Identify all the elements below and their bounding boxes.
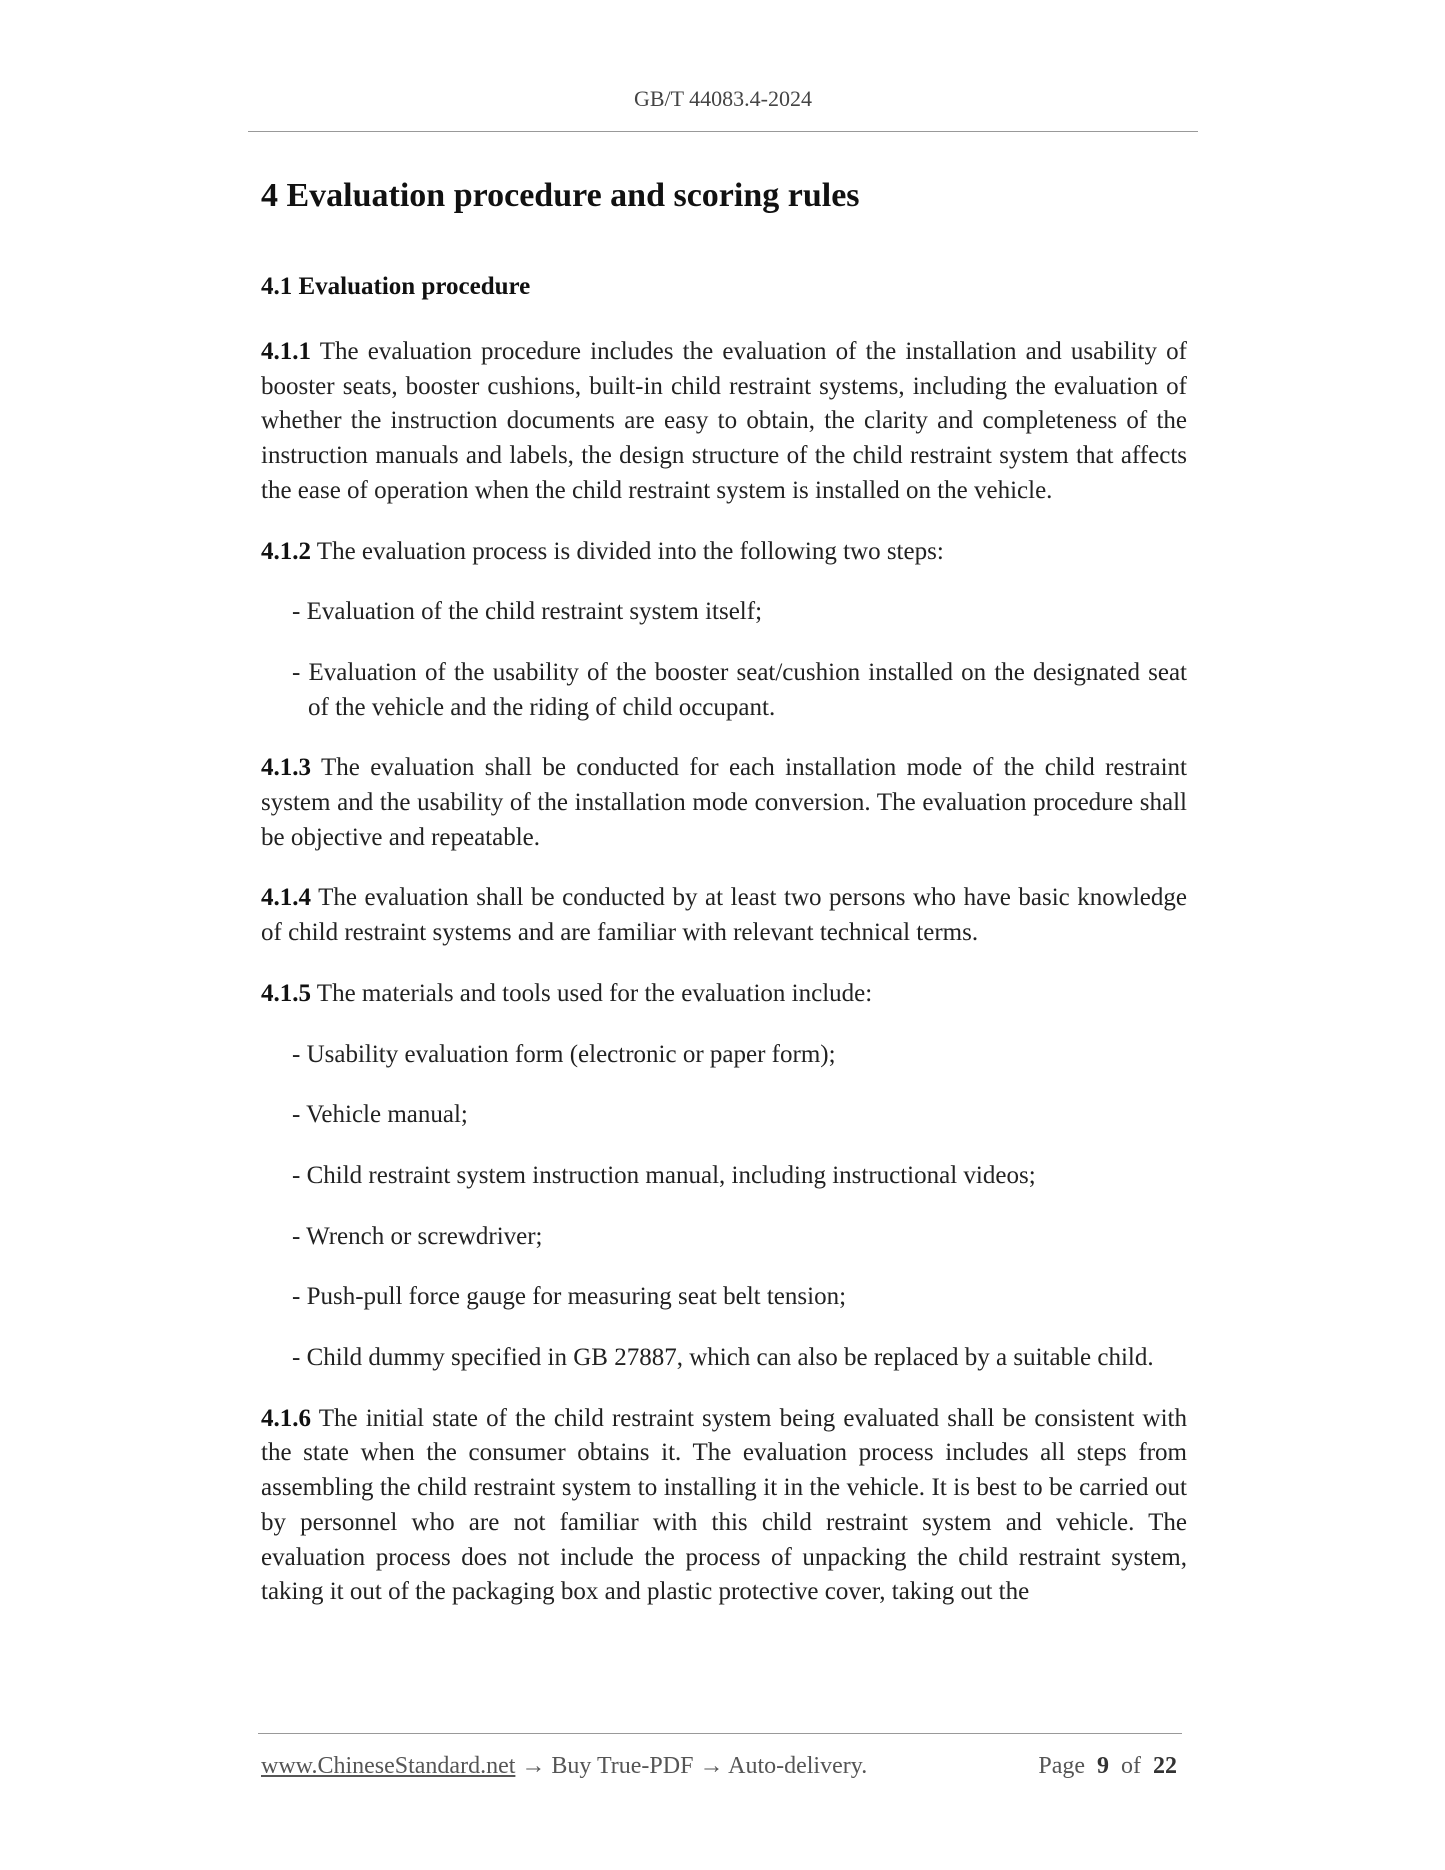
footer-promo xyxy=(261,1753,867,1780)
footer-divider xyxy=(258,1733,1182,1734)
list-item: - Usability evaluation form (electronic or paper form); xyxy=(292,1040,836,1068)
clause-number: 4.1.6 xyxy=(261,1404,311,1432)
clause-number: 4.1.5 xyxy=(261,979,311,1007)
section-title: 4 Evaluation procedure and scoring rules xyxy=(261,177,860,214)
clause-4-1-1 xyxy=(261,335,1187,509)
page-footer xyxy=(261,1753,1181,1787)
clause-4-1-2 xyxy=(261,535,1187,570)
website-link[interactable]: www.ChineseStandard.net xyxy=(261,1753,516,1779)
list-item: - Child restraint system instruction manual, including instructional videos; xyxy=(292,1161,1036,1189)
subsection-title: 4.1 Evaluation procedure xyxy=(261,273,531,300)
page-body xyxy=(261,176,1187,1636)
current-page: 9 xyxy=(1097,1753,1109,1779)
list-item: - Child dummy specified in GB 27887, which can also be replaced by a suitable child. xyxy=(292,1344,1154,1372)
page-number xyxy=(1038,1753,1177,1780)
total-pages: 22 xyxy=(1153,1753,1177,1779)
clause-text: The evaluation process is divided into the following two steps: xyxy=(311,537,944,565)
clause-number: 4.1.2 xyxy=(261,537,311,565)
clause-4-1-6 xyxy=(261,1402,1187,1610)
clause-text: The evaluation procedure includes the evaluation of the installation and usability of booster seats, booster cushions, built-in child restraint systems, including the evaluation of whether the instruction documents are easy to obtain, the clarity and completeness of the instruction manuals and labels, the design structure of the child restraint system that affects the ease of operation when the child restraint system is installed on the vehicle. xyxy=(261,338,1187,504)
clause-4-1-4 xyxy=(261,881,1187,950)
clause-number: 4.1.1 xyxy=(261,338,311,365)
page-label: Page xyxy=(1038,1753,1085,1779)
clause-text: The evaluation shall be conducted by at least two persons who have basic knowledge of child restraint systems and are familiar with relevant technical terms. xyxy=(261,884,1187,947)
clause-number: 4.1.3 xyxy=(261,754,311,782)
materials-tools-list xyxy=(261,1038,1187,1376)
header-divider xyxy=(248,131,1198,132)
list-item: - Vehicle manual; xyxy=(292,1101,468,1129)
list-item: - Wrench or screwdriver; xyxy=(292,1222,543,1250)
clause-4-1-3 xyxy=(261,751,1187,855)
clause-text: The initial state of the child restraint system being evaluated shall be consistent with the state when the consumer obtains it. The evaluation process includes all steps from assembling the child restraint system to installing it in the vehicle. It is best to be carried out by personnel who are not familiar with this child restraint system and vehicle. The evaluation process does not include the process of unpacking the child restraint system, taking it out of the packaging box and plastic protective cover, taking out the xyxy=(261,1404,1187,1606)
document-code-header: GB/T 44083.4-2024 xyxy=(633,86,813,111)
list-item: - Evaluation of the child restraint system itself; xyxy=(292,598,763,626)
list-item: - Evaluation of the usability of the booster seat/cushion installed on the designated seat of the vehicle and the riding of child occupant. xyxy=(292,658,1187,721)
clause-4-1-5 xyxy=(261,977,1187,1012)
clause-number: 4.1.4 xyxy=(261,884,311,912)
footer-promo-text: → Buy True-PDF → Auto-delivery. xyxy=(515,1753,868,1779)
clause-text: The materials and tools used for the evaluation include: xyxy=(311,979,873,1007)
of-label: of xyxy=(1121,1753,1141,1779)
evaluation-steps-list xyxy=(261,595,1187,725)
clause-text: The evaluation shall be conducted for each installation mode of the child restraint system and the usability of the installation mode conversion. The evaluation procedure shall be objective and repeatable. xyxy=(261,754,1187,851)
list-item: - Push-pull force gauge for measuring seat belt tension; xyxy=(292,1283,847,1311)
